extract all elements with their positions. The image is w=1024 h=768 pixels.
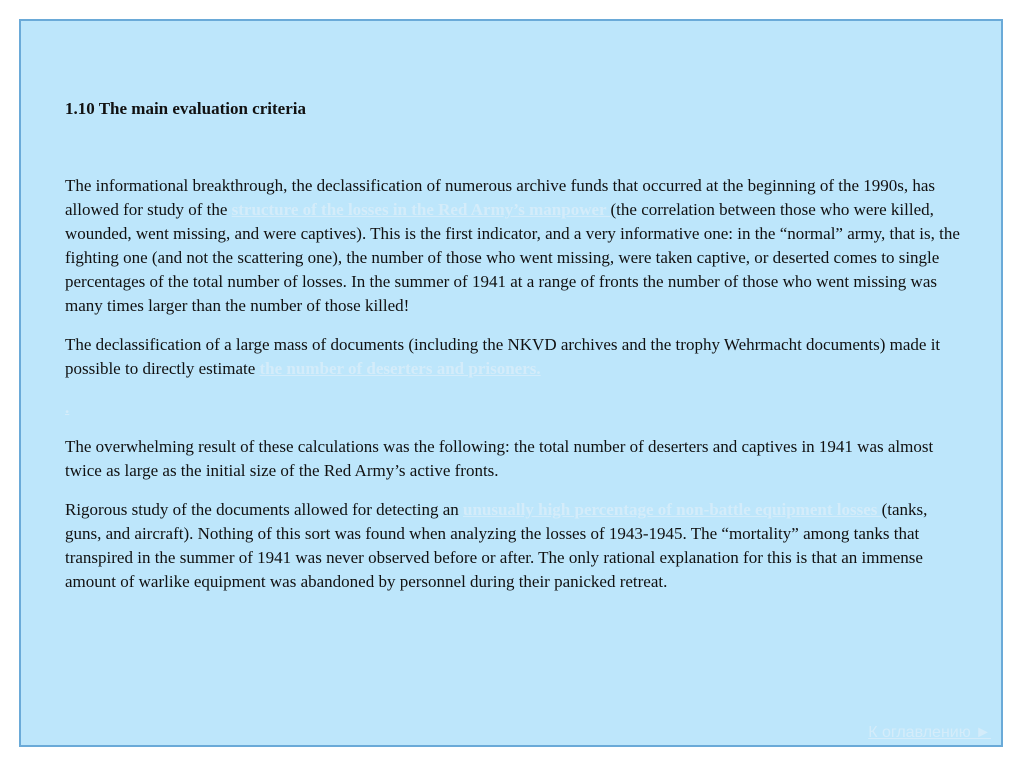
paragraph-2	[65, 333, 965, 381]
equipment-losses-link[interactable]: unusually high percentage of non-battle equipment losses	[463, 500, 882, 519]
paragraph-1	[65, 174, 965, 318]
section-title: 1.10 The main evaluation criteria	[65, 99, 306, 118]
paragraph-4-text-start: Rigorous study of the documents allowed for detecting an	[65, 500, 463, 519]
table-of-contents-link[interactable]: К оглавлению ►	[868, 724, 991, 741]
deserters-prisoners-link[interactable]: the number of deserters and prisoners.	[259, 359, 541, 378]
losses-structure-link[interactable]: structure of the losses in the Red Army’s manpower	[231, 200, 611, 219]
slide-content	[65, 97, 965, 609]
paragraph-1-text-end: (the correlation between those who were killed, wounded, went missing, and were captives). This is the first indicator, and a very informative one: in the “normal” army, that is, the fighting one (and not the scattering one), the number of those who went missing, were taken captive, or deserted comes to single percentages of the total number of losses. In the summer of 1941 at a range of fronts the number of those who went missing was many times larger than the number of those killed!	[65, 200, 960, 315]
paragraph-4-text-end: (tanks, guns, and aircraft). Nothing of this sort was found when analyzing the losses of 1943-1945. The “mortality” among tanks that transpired in the summer of 1941 was never observed before or after. The only rational explanation for this is that an immense amount of warlike equipment was abandoned by personnel during their panicked retreat.	[65, 500, 928, 591]
paragraph-4	[65, 498, 965, 594]
paragraph-2-text: The declassification of a large mass of documents (including the NKVD archives and the trophy Wehrmacht documents) made it possible to directly estimate	[65, 335, 941, 378]
dot-line	[65, 396, 965, 420]
dot-link[interactable]: .	[65, 398, 70, 417]
slide-frame	[19, 19, 1003, 747]
paragraph-3: The overwhelming result of these calculations was the following: the total number of deserters and captives in 1941 was almost twice as large as the initial size of the Red Army’s active fronts.	[65, 437, 934, 480]
paragraph-1-text-start: The informational breakthrough, the declassification of numerous archive funds that occurred at the beginning of the 1990s, has allowed for study of the	[65, 176, 936, 219]
